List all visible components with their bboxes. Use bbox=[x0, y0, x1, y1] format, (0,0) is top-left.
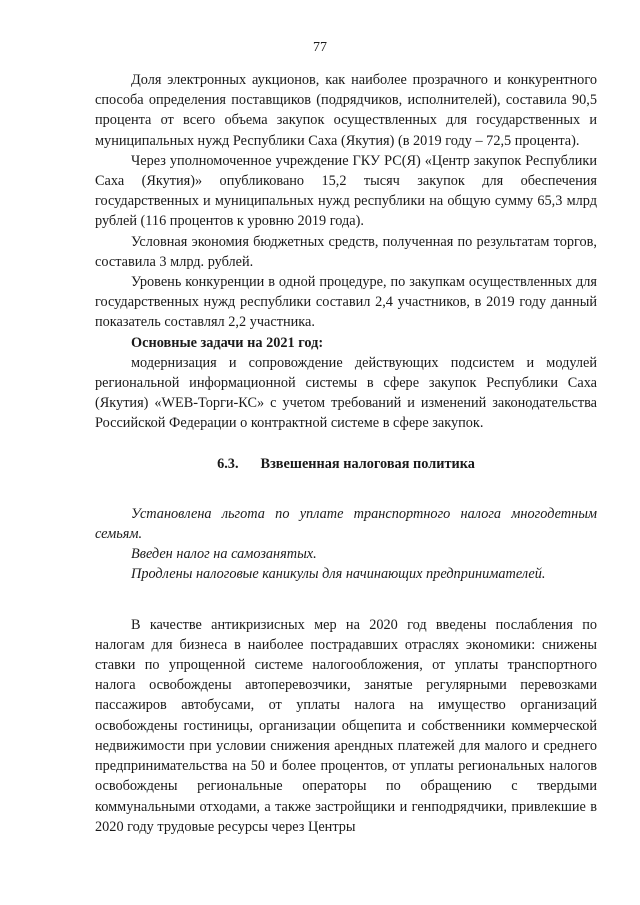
tasks-heading: Основные задачи на 2021 год: bbox=[131, 334, 324, 351]
tasks-text: модернизация и сопровождение действующих подсистем и модулей региональной информационной системы в сфере закупок Республики Саха (Якутия) «WEB-Торги-КС» с учетом требований и изменений законодательства Российской Федерации о контрактной системе в сфере закупок. bbox=[95, 354, 597, 432]
paragraph-procurement-center: Через уполномоченное учреждение ГКУ РС(Я) «Центр закупок Республики Саха (Якутия)» опубликовано 15,2 тысяч закупок для обеспечения государственных и муниципальных нужд республики на общую сумму 65,3 млрд рублей (116 процентов к уровню 2019 года). bbox=[95, 152, 597, 230]
page-number: 77 bbox=[313, 40, 327, 55]
paragraph-budget-savings: Условная экономия бюджетных средств, полученная по результатам торгов, составила 3 млрд. рублей. bbox=[95, 233, 597, 270]
section-number: 6.3. bbox=[217, 455, 239, 472]
section-heading bbox=[95, 454, 597, 474]
paragraph-auctions-share: Доля электронных аукционов, как наиболее прозрачного и конкурентного способа определения поставщиков (подрядчиков, исполнителей), составила 90,5 процента от всего объема закупок осуществленных для государственных и муниципальных нужд Республики Саха (Якутия) (в 2019 году – 72,5 процента). bbox=[95, 72, 597, 149]
paragraph-competition-level: Уровень конкуренции в одной процедуре, по закупкам осуществленных для государственных нужд республики составил 2,4 участников, в 2019 году данный показатель составлял 2,2 участника. bbox=[95, 274, 597, 331]
highlight-item: Продлены налоговые каникулы для начинающих предпринимателей. bbox=[131, 566, 546, 583]
highlight-item: Введен налог на самозанятых. bbox=[131, 546, 317, 563]
section-title: Взвешенная налоговая политика bbox=[260, 455, 475, 472]
page-content bbox=[95, 70, 597, 837]
paragraph-anticrisis-measures: В качестве антикризисных мер на 2020 год введены послабления по налогам для бизнеса в наиболее пострадавших отраслях экономики: снижены ставки по упрощенной системе налогообложения, от уплаты транспортного налога освобождены автоперевозчики, занятые регулярными перевозками пассажиров автобусами, от уплаты налога на имущество организаций освобождены гостиницы, организации общепита и собственники коммерческой недвижимости при условии снижения арендных платежей для малого и среднего предпринимательства на 50 и более процентов, от уплаты региональных налогов освобождены региональные операторы по обращению с твердыми коммунальными отходами, а также застройщики и генподрядчики, привлекшие в 2020 году трудовые ресурсы через Центры bbox=[95, 616, 597, 835]
highlight-item: Установлена льгота по уплате транспортного налога многодетным семьям. bbox=[95, 505, 597, 543]
